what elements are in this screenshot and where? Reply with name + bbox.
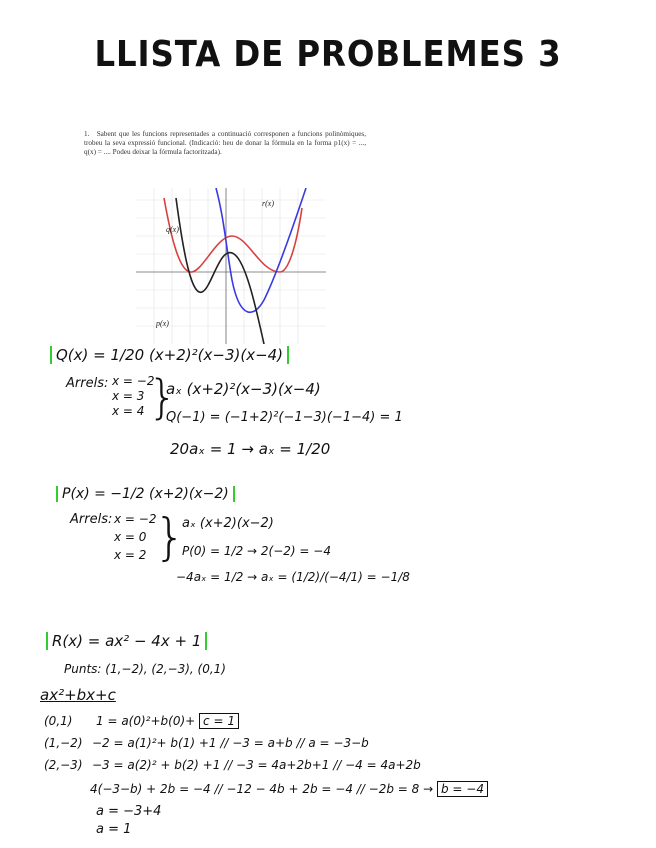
r-line1-point: (0,1): [44, 714, 73, 728]
p-root-1: x = −2: [114, 512, 157, 526]
r-boxed-formula: R(x) = ax² − 4x + 1: [46, 632, 207, 650]
q-root-1: x = −2: [112, 374, 155, 388]
r-b-answer: b = −4: [437, 781, 488, 797]
r-line1: 1 = a(0)²+b(0)+ c = 1: [96, 714, 239, 728]
r-line3-point: (2,−3): [44, 758, 83, 772]
label-p: p(x): [156, 319, 169, 328]
r-line2: −2 = a(1)²+ b(1) +1 // −3 = a+b // a = −3−b: [92, 736, 369, 750]
page-title: LLISTA DE PROBLEMES 3: [94, 34, 562, 75]
q-evaluation: Q(−1) = (−1+2)²(−1−3)(−1−4) = 1: [166, 410, 403, 425]
r-general-form: ax²+bx+c: [40, 686, 116, 704]
p-evaluation: P(0) = 1/2 → 2(−2) = −4: [182, 544, 331, 558]
curve-q: [164, 198, 302, 272]
q-root-3: x = 4: [112, 404, 145, 418]
q-solve: 20aₓ = 1 → aₓ = 1/20: [170, 440, 331, 458]
r-line3: −3 = a(2)² + b(2) +1 // −3 = 4a+2b+1 // −4 = 4a+2b: [92, 758, 421, 772]
q-boxed-formula: Q(x) = 1/20 (x+2)²(x−3)(x−4): [50, 346, 289, 364]
p-general-form: aₓ (x+2)(x−2): [182, 516, 274, 531]
q-general-form: aₓ (x+2)²(x−3)(x−4): [166, 380, 321, 398]
p-arrels-label: Arrels:: [70, 512, 113, 527]
curve-p: [176, 198, 264, 344]
p-root-2: x = 0: [114, 530, 147, 544]
r-c-answer: c = 1: [199, 713, 239, 729]
label-r: r(x): [262, 199, 274, 208]
r-line4: 4(−3−b) + 2b = −4 // −12 − 4b + 2b = −4 // −2b = 8 → b = −4: [90, 782, 488, 796]
problem-text: Sabent que les funcions representades a continuació corresponen a funcions polinòmiques, trobeu la seva expressió funcional. (Indicació: heu de donar la fórmula en la forma p1(x) = ..., q(x) = .... Podeu deixar la fórmula factoritzada).: [84, 130, 366, 156]
p-solve: −4aₓ = 1/2 → aₓ = (1/2)/(−4/1) = −1/8: [176, 570, 410, 584]
problem-number: 1.: [84, 130, 90, 138]
problem-statement: [84, 130, 366, 157]
r-line5: a = −3+4: [96, 804, 162, 819]
r-line2-point: (1,−2): [44, 736, 83, 750]
p-roots-brace: }: [154, 508, 186, 566]
p-boxed-formula: P(x) = −1/2 (x+2)(x−2): [56, 486, 235, 502]
function-graph: [136, 188, 326, 344]
r-punts: Punts: (1,−2), (2,−3), (0,1): [64, 662, 226, 676]
p-root-3: x = 2: [114, 548, 147, 562]
label-q: q(x): [166, 225, 179, 234]
q-arrels-label: Arrels:: [66, 376, 109, 391]
q-roots-brace: }: [148, 370, 178, 424]
r-line6: a = 1: [96, 822, 132, 837]
q-root-2: x = 3: [112, 389, 145, 403]
